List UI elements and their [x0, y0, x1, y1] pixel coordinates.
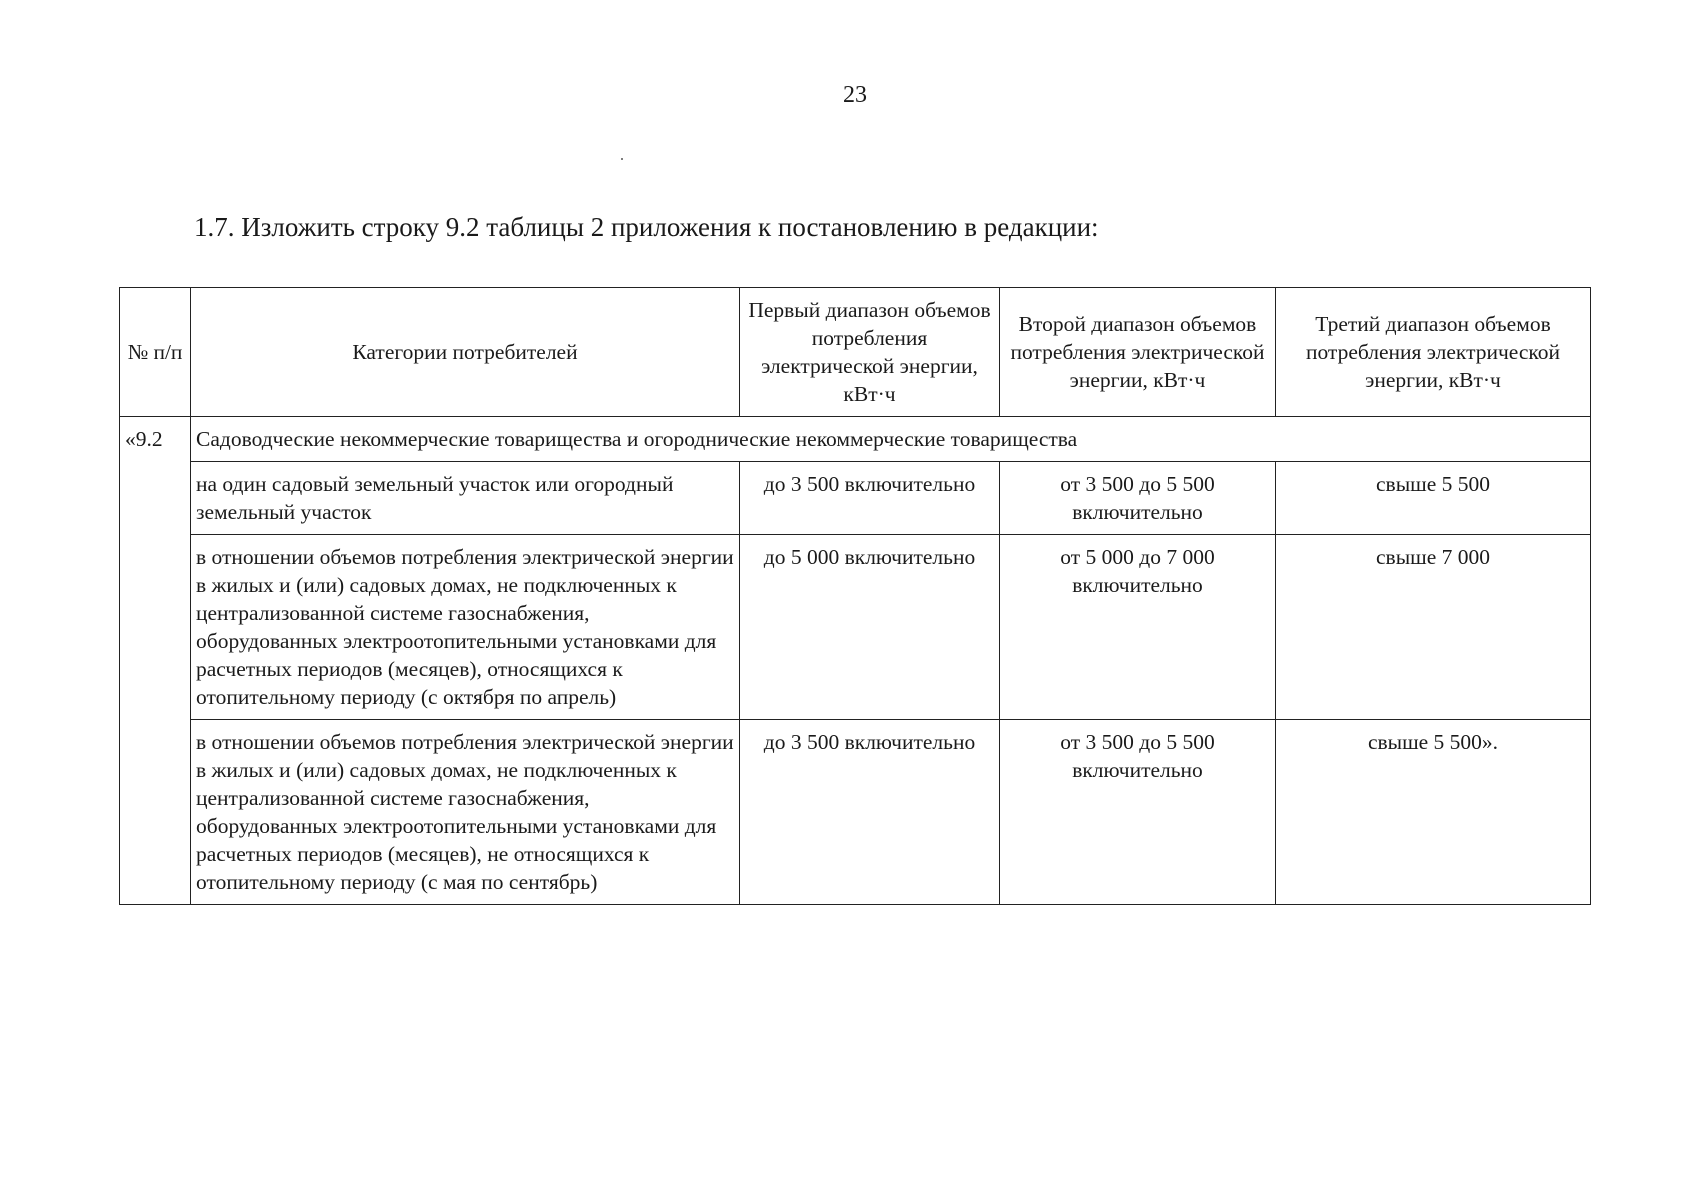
tariff-table: [119, 287, 1591, 905]
row-range-first: до 3 500 включительно: [740, 720, 1000, 905]
group-title: Садоводческие некоммерческие товарищества и огороднические некоммерческие товарищества: [191, 417, 1591, 462]
row-category: в отношении объемов потребления электрической энергии в жилых и (или) садовых домах, не подключенных к централизованной системе газоснабжения, оборудованных электроотопительными установками для расчетных периодов (месяцев), относящихся к отопительному периоду (с октября по апрель): [191, 535, 740, 720]
row-number: «9.2: [120, 417, 191, 905]
row-range-third: свыше 5 500: [1276, 462, 1591, 535]
row-range-third: свыше 7 000: [1276, 535, 1591, 720]
header-range-third-label: Третий диапазон объемов потребления электрической энергии, кВт·ч: [1305, 312, 1561, 392]
header-range-first: [740, 288, 1000, 417]
row-range-second: от 3 500 до 5 500 включительно: [1000, 462, 1276, 535]
row-category: в отношении объемов потребления электрической энергии в жилых и (или) садовых домах, не подключенных к централизованной системе газоснабжения, оборудованных электроотопительными установками для расчетных периодов (месяцев), не относящихся к отопительному периоду (с мая по сентябрь): [191, 720, 740, 905]
scan-speck: [621, 158, 623, 160]
row-range-second: от 3 500 до 5 500 включительно: [1000, 720, 1276, 905]
header-number: [120, 288, 191, 417]
row-category: на один садовый земельный участок или огородный земельный участок: [191, 462, 740, 535]
row-range-second: от 5 000 до 7 000 включительно: [1000, 535, 1276, 720]
table-row: [120, 535, 1591, 720]
row-range-first: до 5 000 включительно: [740, 535, 1000, 720]
header-range-second: [1000, 288, 1276, 417]
header-range-third: [1276, 288, 1591, 417]
header-number-label: № п/п: [127, 340, 183, 364]
row-range-first: до 3 500 включительно: [740, 462, 1000, 535]
table-row: [120, 462, 1591, 535]
table-row-group: [120, 417, 1591, 462]
table-row: [120, 720, 1591, 905]
table-header-row: [120, 288, 1591, 417]
header-category: [191, 288, 740, 417]
header-range-second-label: Второй диапазон объемов потребления электрической энергии, кВт·ч: [1010, 312, 1265, 392]
intro-paragraph: 1.7. Изложить строку 9.2 таблицы 2 приложения к постановлению в редакции:: [194, 212, 1099, 242]
page-number: 23: [843, 82, 867, 108]
header-range-first-label: Первый диапазон объемов потребления электрической энергии, кВт·ч: [748, 298, 991, 406]
row-range-third: свыше 5 500».: [1276, 720, 1591, 905]
header-category-label: Категории потребителей: [352, 340, 578, 364]
